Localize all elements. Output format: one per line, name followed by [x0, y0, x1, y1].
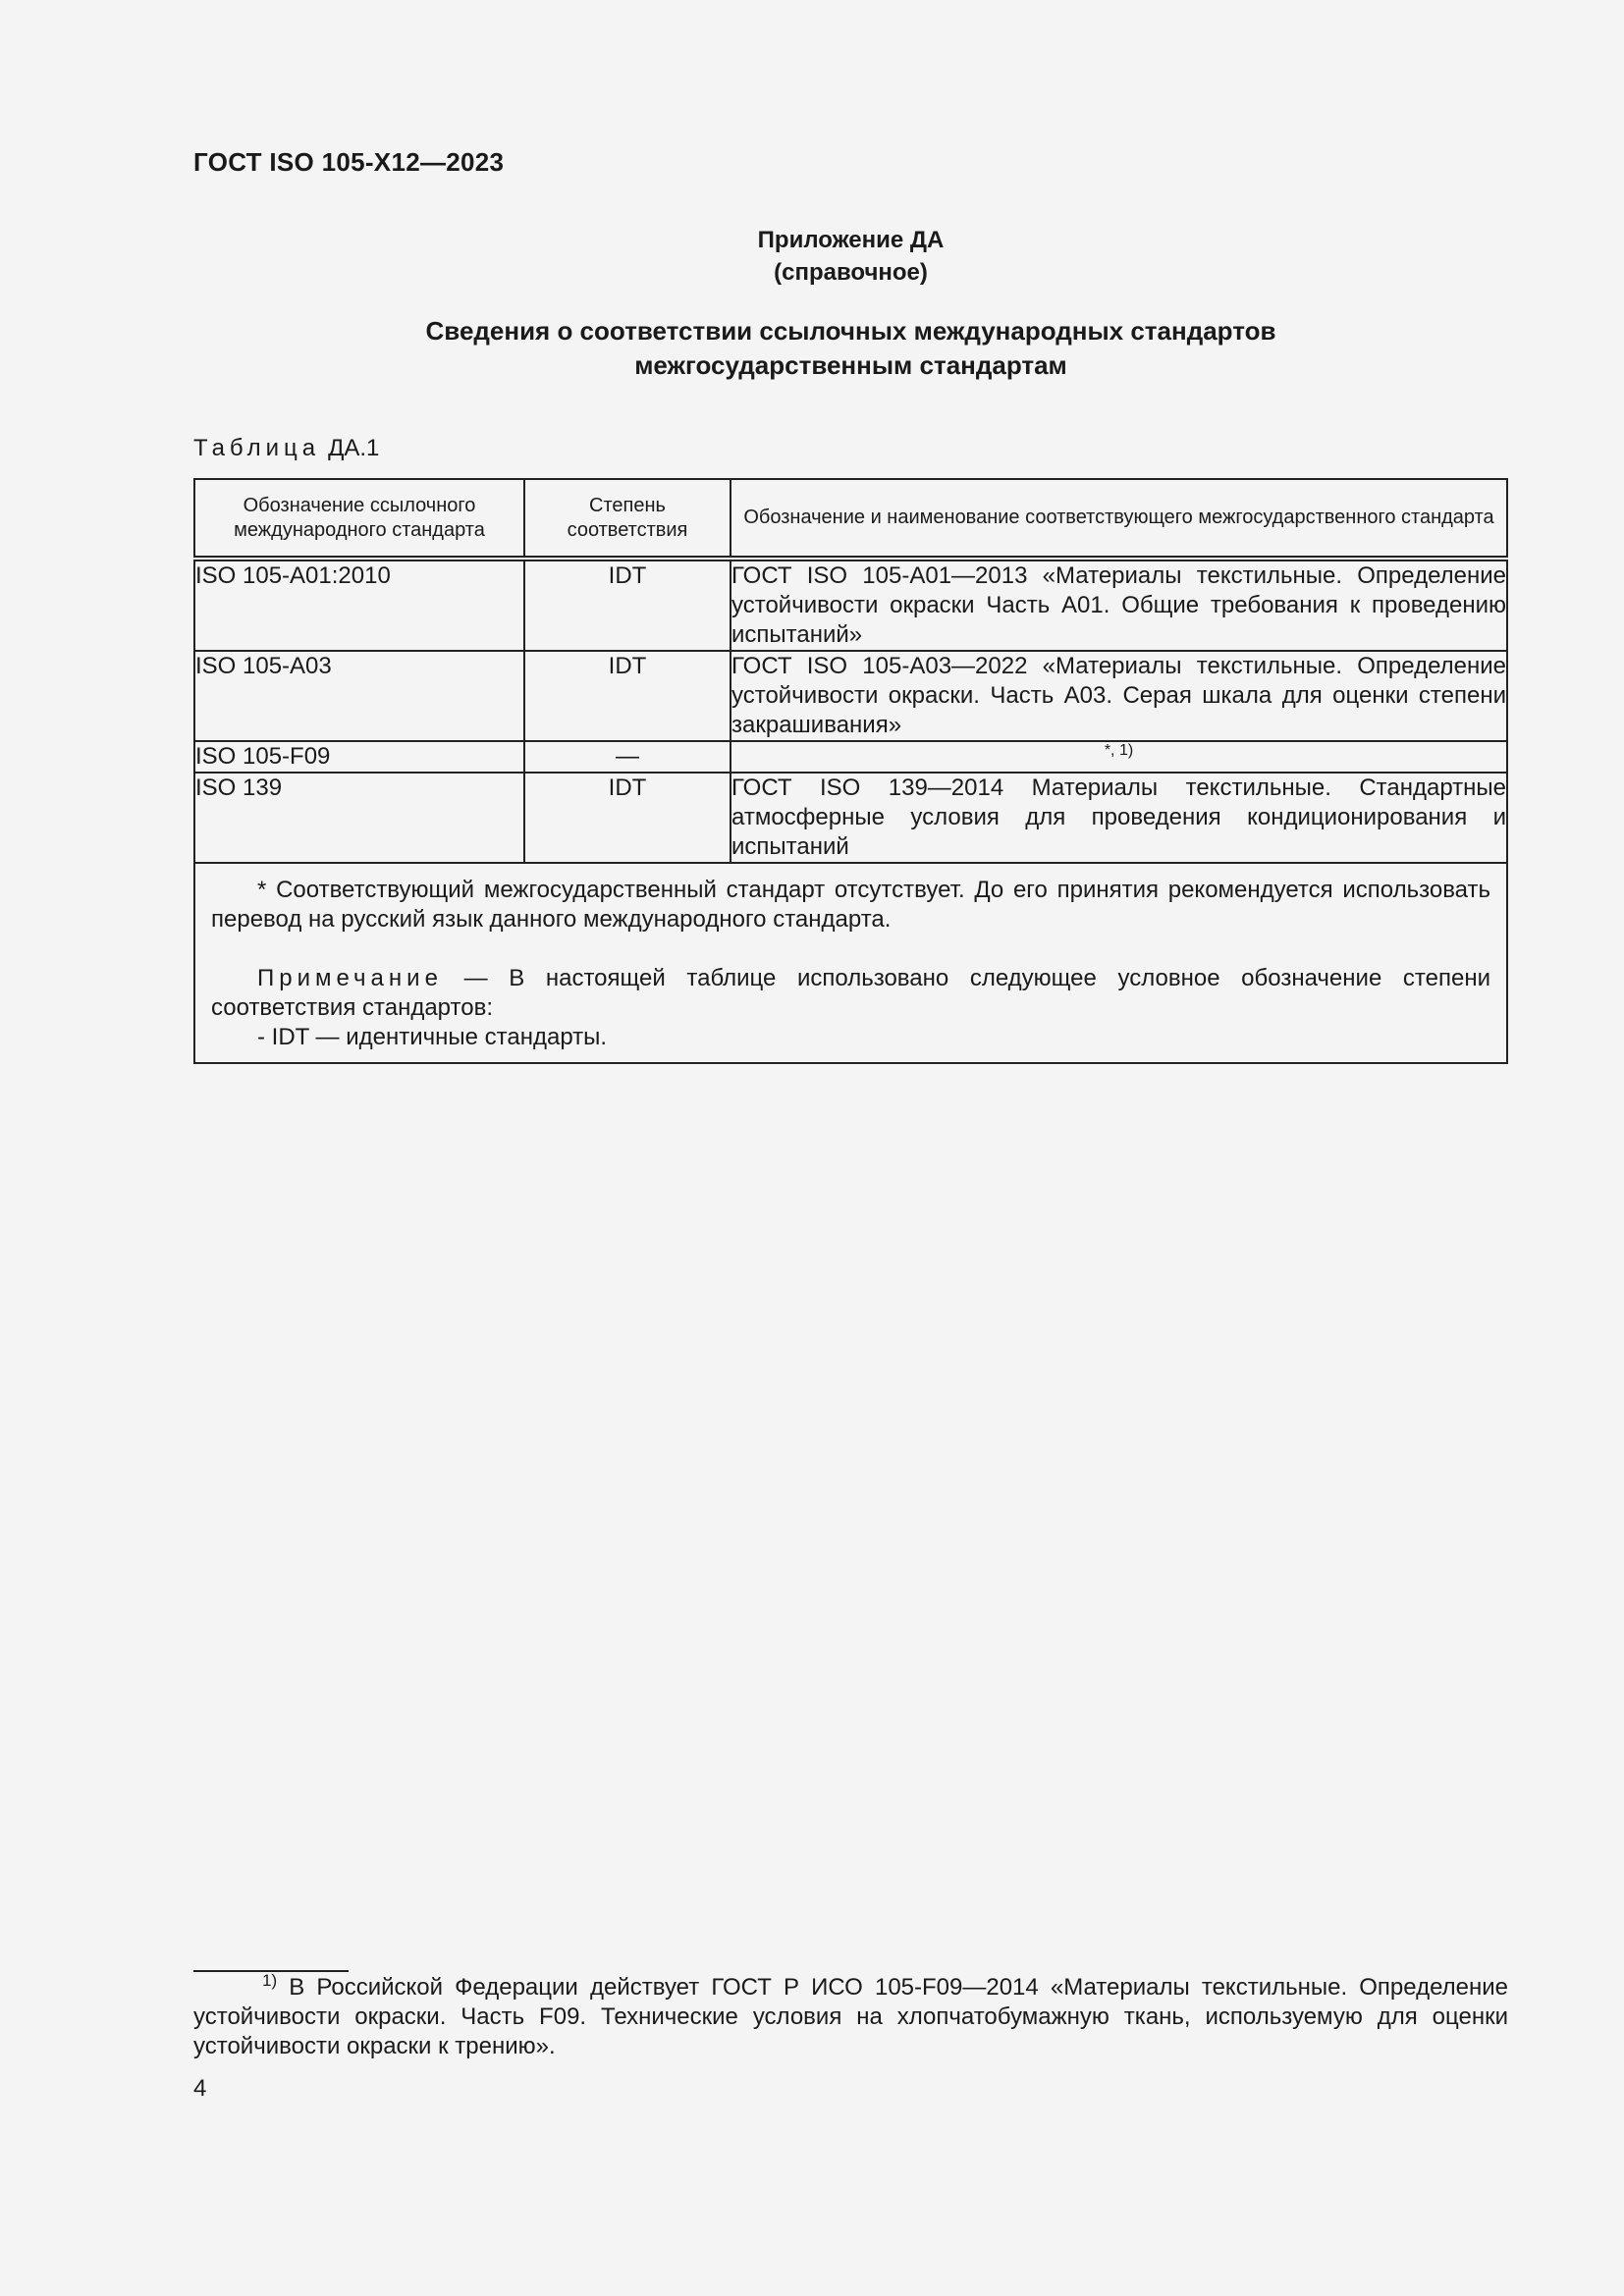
asterisk-note: * Соответствующий межгосударственный стандарт отсутствует. До его принятия рекомендуется использовать перевод на русский язык данного международного стандарта.: [211, 877, 1490, 933]
table-row: [194, 559, 1507, 651]
table-caption: [193, 435, 379, 462]
note-list-item: - IDT — идентичные стандарты.: [257, 1024, 608, 1050]
table-caption-word: Таблица: [193, 435, 321, 461]
column-header-interstate-standard: Обозначение и наименование соответствующего межгосударственного стандарта: [731, 479, 1507, 559]
reference-standard-cell: ISO 105-A03: [194, 651, 524, 741]
table-caption-id: ДА.1: [328, 435, 380, 461]
table-note: [211, 964, 1490, 1023]
document-title: [193, 314, 1508, 383]
footnote-text: В Российской Федерации действует ГОСТ Р ИСО 105-F09—2014 «Материалы текстильные. Определение устойчивости окраски. Часть F09. Технические условия на хлопчатобумажную ткань, используемую для оценки устойчивости окраски к трению».: [193, 1974, 1509, 2059]
reference-standard-cell: ISO 105-A01:2010: [194, 559, 524, 651]
reference-standard-cell: ISO 105-F09: [194, 741, 524, 773]
degree-cell: IDT: [524, 559, 731, 651]
reference-standard-cell: ISO 139: [194, 773, 524, 863]
document-title-line-2: межгосударственным стандартам: [634, 350, 1067, 380]
table-row: [194, 741, 1507, 773]
table-notes-cell: [194, 863, 1507, 1063]
note-text: — В настоящей таблице использовано следующее условное обозначение степени соответствия стандартов:: [211, 965, 1490, 1021]
interstate-standard-cell: ГОСТ ISO 139—2014 Материалы текстильные. Стандартные атмосферные условия для проведения кондиционирования и испытаний: [731, 773, 1507, 863]
column-header-reference-standard: Обозначение ссылочного международного стандарта: [194, 479, 524, 559]
appendix-title: Приложение ДА: [757, 227, 945, 253]
degree-cell: —: [524, 741, 731, 773]
interstate-standard-cell-absent: [731, 741, 1507, 773]
table-notes-row: [194, 863, 1507, 1063]
absent-standard-marker: *, 1): [1104, 742, 1134, 759]
table-row: [194, 651, 1507, 741]
degree-cell: IDT: [524, 651, 731, 741]
standards-correspondence-table: [193, 478, 1508, 1064]
document-title-line-1: Сведения о соответствии ссылочных международных стандартов: [425, 316, 1276, 346]
column-header-degree: Степень соответствия: [524, 479, 731, 559]
footnote-marker: 1): [262, 1971, 278, 1990]
degree-cell: IDT: [524, 773, 731, 863]
interstate-standard-cell: ГОСТ ISO 105-A03—2022 «Материалы текстильные. Определение устойчивости окраски. Часть А03. Серая шкала для оценки степени закрашивания»: [731, 651, 1507, 741]
appendix-kind: (справочное): [774, 259, 928, 286]
table-row: [194, 773, 1507, 863]
footnote: [193, 1973, 1508, 2061]
document-code-header: ГОСТ ISO 105-X12—2023: [193, 147, 505, 177]
note-label: Примечание: [257, 965, 443, 991]
appendix-heading: [193, 224, 1508, 289]
interstate-standard-cell: ГОСТ ISO 105-A01—2013 «Материалы текстильные. Определение устойчивости окраски Часть А01. Общие требования к проведению испытаний»: [731, 559, 1507, 651]
page-number: 4: [193, 2075, 207, 2102]
table-header-row: [194, 479, 1507, 559]
